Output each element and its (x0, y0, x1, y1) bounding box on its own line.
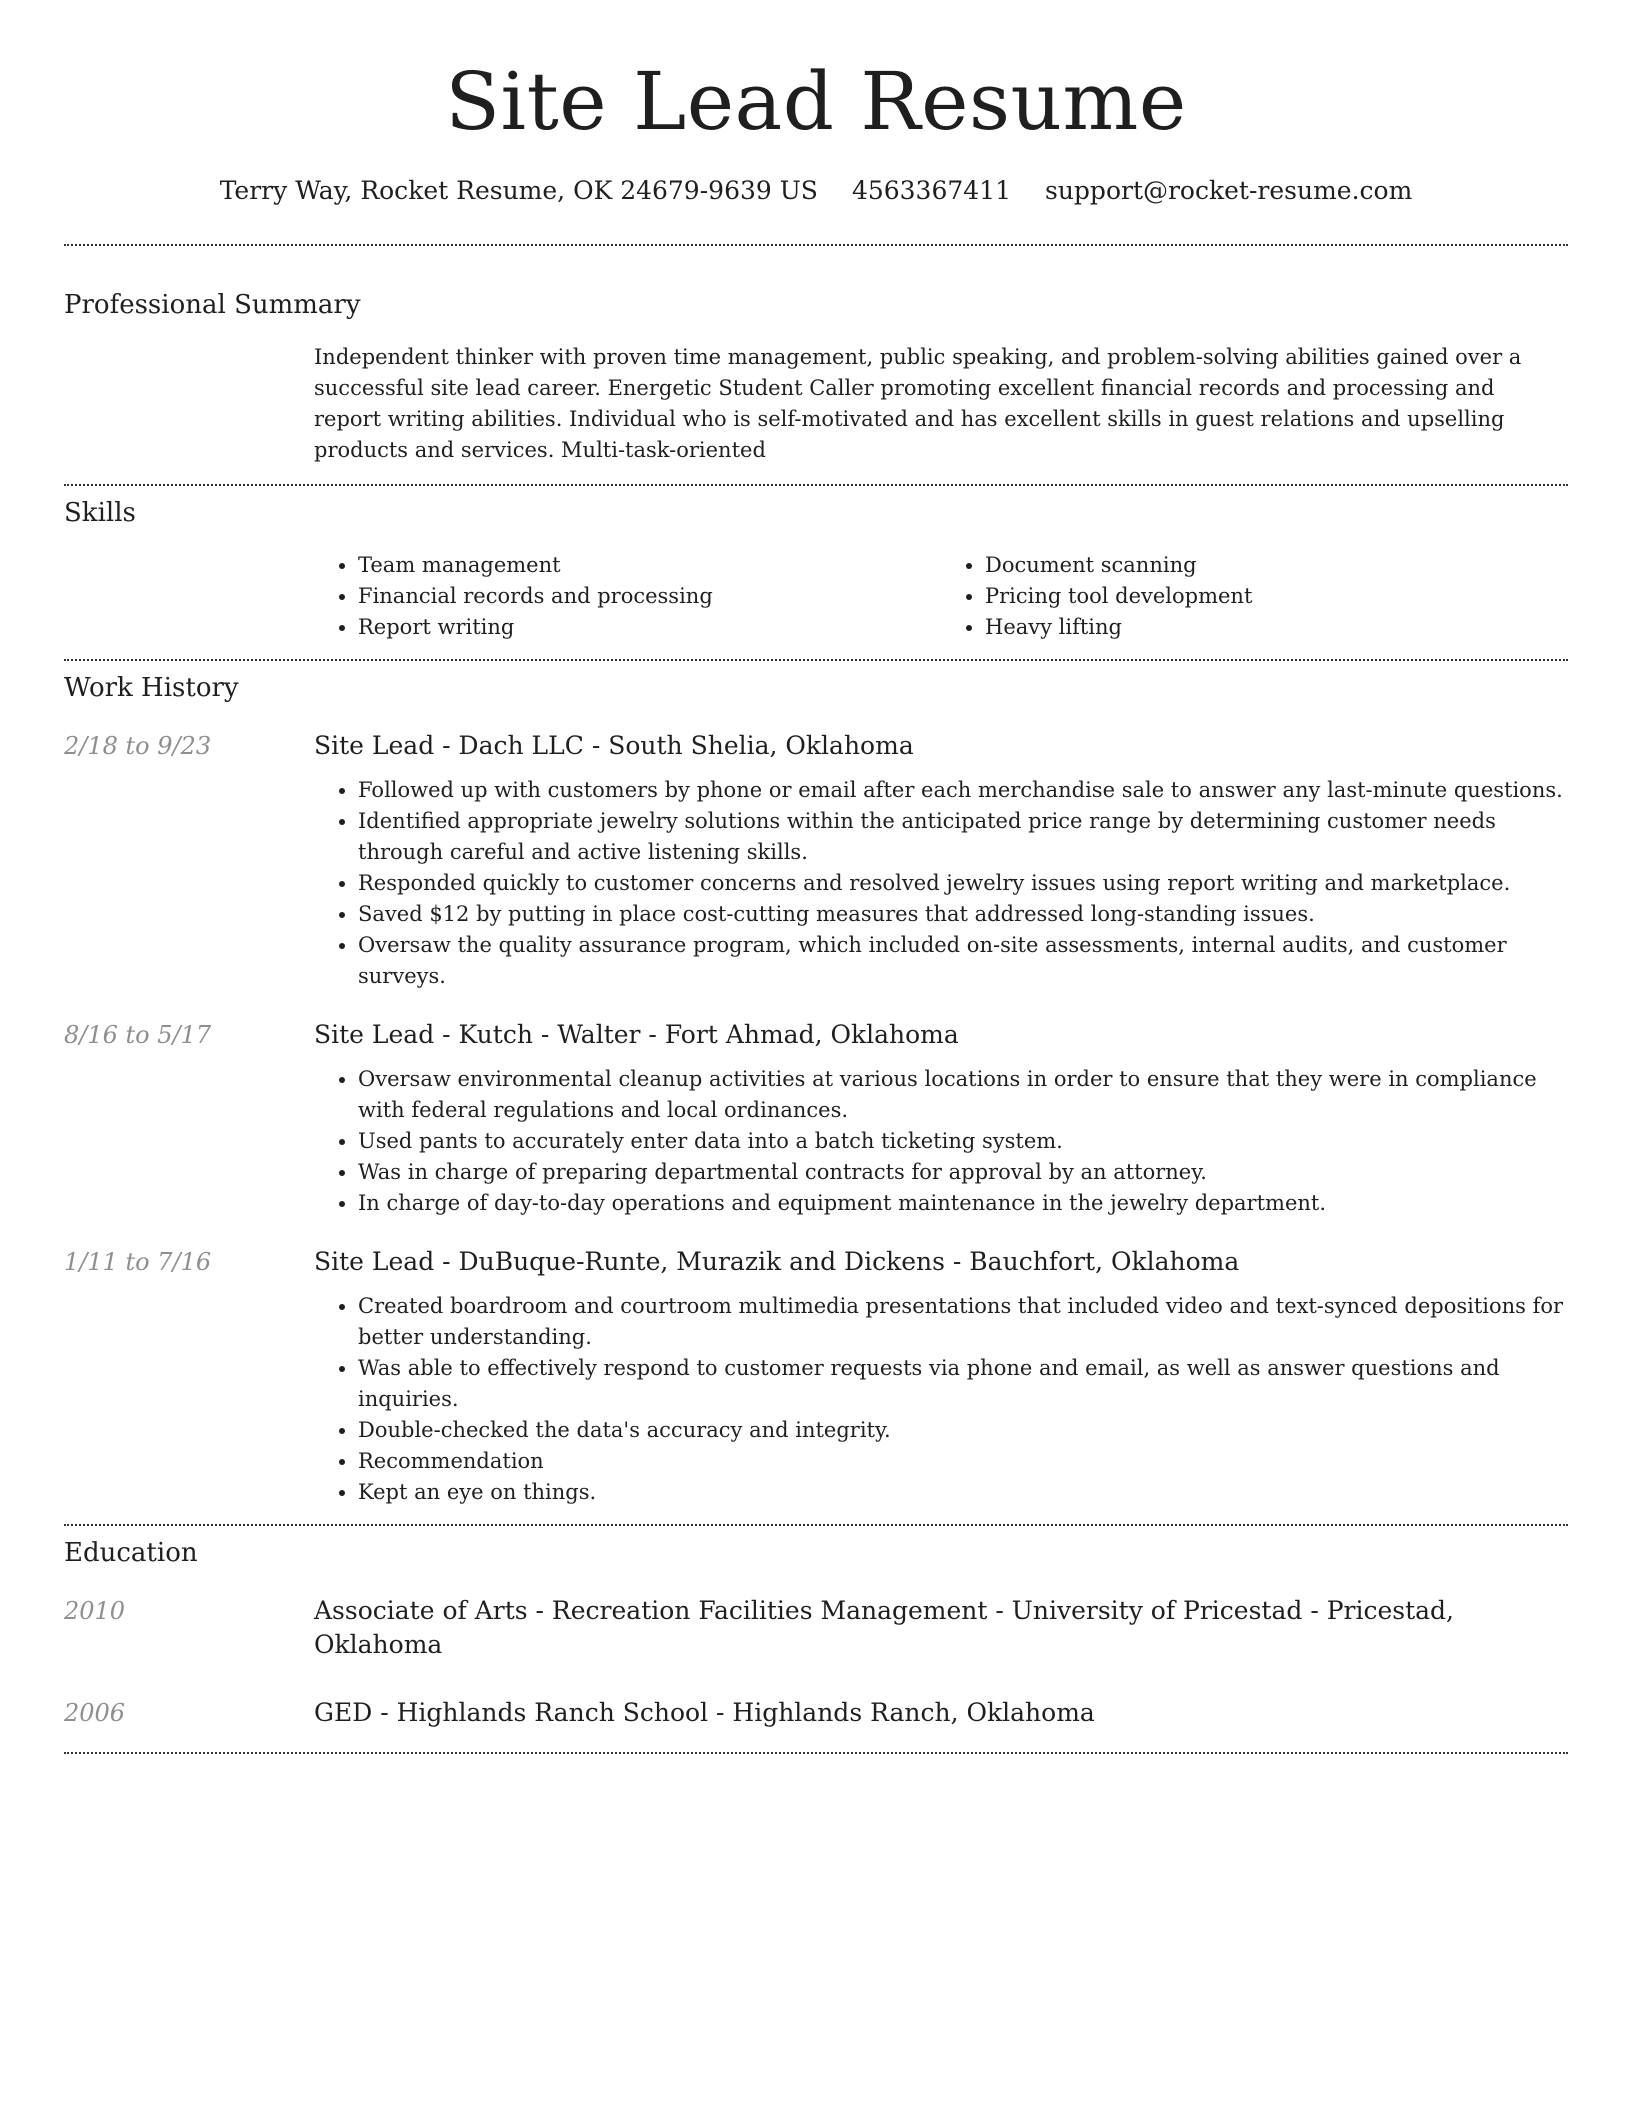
job-bullet: • Created boardroom and courtroom multimedia presentations that included video and text-synced depositions for better understanding. (358, 1291, 1568, 1353)
job-entry (64, 1018, 1568, 1219)
skills-list-left (314, 550, 941, 643)
job-bullets (314, 775, 1568, 992)
job-bullet: • Recommendation (358, 1446, 1568, 1477)
education-year: 2006 (64, 1699, 126, 1727)
education-year: 2010 (64, 1597, 126, 1625)
job-bullet: • Saved $12 by putting in place cost-cutting measures that addressed long-standing issues. (358, 899, 1568, 930)
job-bullet: • Kept an eye on things. (358, 1477, 1568, 1508)
education-entry (64, 1594, 1568, 1662)
education-entry (64, 1696, 1568, 1730)
skill-item: • Pricing tool development (985, 581, 1568, 612)
skill-item: • Heavy lifting (985, 612, 1568, 643)
job-bullets (314, 1291, 1568, 1508)
contact-email: support@rocket-resume.com (1045, 176, 1413, 205)
skill-item: • Financial records and processing (358, 581, 941, 612)
job-bullet: • Was able to effectively respond to customer requests via phone and email, as well as answer questions and inquiries. (358, 1353, 1568, 1415)
skills-list-right (941, 550, 1568, 643)
education-title: GED - Highlands Ranch School - Highlands Ranch, Oklahoma (314, 1698, 1095, 1727)
job-title: Site Lead - DuBuque-Runte, Murazik and Dickens - Bauchfort, Oklahoma (314, 1247, 1240, 1276)
summary-section (64, 246, 1568, 484)
section-heading-education: Education (64, 1538, 198, 1568)
job-entry (64, 729, 1568, 992)
work-history-section (64, 661, 1568, 1524)
job-bullets (314, 1064, 1568, 1219)
job-title: Site Lead - Kutch - Walter - Fort Ahmad, Oklahoma (314, 1020, 959, 1049)
section-heading-work: Work History (64, 673, 239, 703)
education-section (64, 1526, 1568, 1752)
job-title: Site Lead - Dach LLC - South Shelia, Oklahoma (314, 731, 914, 760)
job-dates: 2/18 to 9/23 (64, 732, 212, 760)
job-bullet: • Identified appropriate jewelry solutions within the anticipated price range by determining customer needs through careful and active listening skills. (358, 806, 1568, 868)
job-bullet: • Used pants to accurately enter data into a batch ticketing system. (358, 1126, 1568, 1157)
job-dates: 1/11 to 7/16 (64, 1248, 212, 1276)
job-bullet: • Responded quickly to customer concerns and resolved jewelry issues using report writing and marketplace. (358, 868, 1568, 899)
job-bullet: • In charge of day-to-day operations and equipment maintenance in the jewelry department. (358, 1188, 1568, 1219)
skill-item: • Document scanning (985, 550, 1568, 581)
section-heading-summary: Professional Summary (64, 290, 361, 320)
job-entry (64, 1245, 1568, 1508)
education-title: Associate of Arts - Recreation Facilities Management - University of Pricestad - Pricestad, Oklahoma (314, 1596, 1455, 1659)
job-bullet: • Followed up with customers by phone or email after each merchandise sale to answer any last-minute questions. (358, 775, 1568, 806)
job-dates: 8/16 to 5/17 (64, 1021, 212, 1049)
job-bullet: • Double-checked the data's accuracy and integrity. (358, 1415, 1568, 1446)
skill-item: • Report writing (358, 612, 941, 643)
skills-section (64, 486, 1568, 659)
resume-title: Site Lead Resume (445, 55, 1187, 148)
contact-phone: 4563367411 (851, 176, 1011, 205)
job-bullet: • Was in charge of preparing departmental contracts for approval by an attorney. (358, 1157, 1568, 1188)
contact-info (64, 174, 1568, 208)
section-divider (64, 1752, 1568, 1754)
job-bullet: • Oversaw the quality assurance program, which included on-site assessments, internal audits, and customer surveys. (358, 930, 1568, 992)
section-heading-skills: Skills (64, 498, 136, 528)
contact-address: Terry Way, Rocket Resume, OK 24679-9639 US (219, 176, 818, 205)
job-bullet: • Oversaw environmental cleanup activities at various locations in order to ensure that they were in compliance with federal regulations and local ordinances. (358, 1064, 1568, 1126)
skill-item: • Team management (358, 550, 941, 581)
summary-text: Independent thinker with proven time management, public speaking, and problem-solving abilities gained over a successful site lead career. Energetic Student Caller promoting excellent financial records and processing and report writing abilities. Individual who is self-motivated and has excellent skills in guest relations and upselling products and services. Multi-task-oriented (314, 345, 1522, 462)
